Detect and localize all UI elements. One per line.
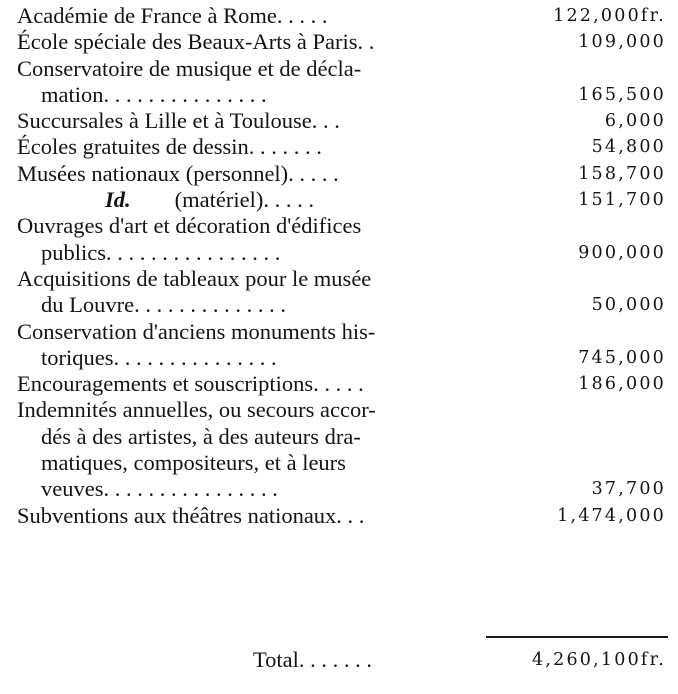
id-label: Id. — [105, 187, 131, 213]
total-label-cell — [17, 645, 473, 675]
table-row — [17, 3, 668, 29]
entry-description — [17, 371, 473, 397]
description-line: dés à des artistes, à des auteurs dra- — [41, 423, 361, 449]
description-line: École spéciale des Beaux-Arts à Paris. . — [17, 29, 375, 55]
entry-description — [17, 187, 473, 213]
table-row — [17, 108, 668, 134]
description-line: Encouragements et souscriptions. . . . . — [17, 371, 364, 397]
entry-amount: 900,000 — [578, 242, 666, 263]
entry-amount: 151,700 — [578, 190, 666, 211]
entry-amount: 50,000 — [591, 295, 666, 316]
total-row — [17, 645, 668, 675]
description-text: (matériel). . . . . — [174, 187, 314, 213]
sum-rule — [486, 636, 668, 638]
total-amount: 4,260,100fr. — [532, 650, 666, 670]
description-line: du Louvre. . . . . . . . . . . . . . — [41, 292, 286, 318]
description-line: toriques. . . . . . . . . . . . . . . — [41, 344, 277, 370]
entry-amount: 122,000fr. — [553, 6, 666, 26]
table-row — [17, 187, 668, 213]
description-line: matiques, compositeurs, et à leurs — [41, 450, 346, 476]
entry-amount: 158,700 — [578, 163, 666, 184]
description-line: Musées nationaux (personnel). . . . . — [17, 160, 339, 186]
entry-amount: 1,474,000 — [557, 505, 666, 526]
entry-description — [17, 213, 473, 266]
entry-description — [17, 319, 473, 372]
description-line: Ouvrages d'art et décoration d'édifices — [17, 213, 362, 239]
table-row — [17, 371, 668, 397]
entry-description — [17, 108, 473, 134]
description-line — [17, 187, 473, 213]
entry-description — [17, 29, 473, 55]
table-row — [17, 503, 668, 529]
description-line: Conservation d'anciens monuments his- — [17, 318, 376, 344]
entry-description — [17, 134, 473, 160]
description-line: Subventions aux théâtres nationaux. . . — [17, 502, 365, 528]
description-line: veuves. . . . . . . . . . . . . . . . — [41, 476, 278, 502]
table-row — [17, 29, 668, 55]
entry-description — [17, 56, 473, 109]
entry-description — [17, 161, 473, 187]
description-line: Acquisitions de tableaux pour le musée — [17, 265, 372, 291]
entry-description — [17, 397, 473, 502]
budget-table — [17, 3, 668, 529]
table-row — [17, 319, 668, 372]
entry-amount: 6,000 — [604, 111, 666, 132]
entry-amount: 109,000 — [578, 32, 666, 53]
entry-amount: 165,500 — [578, 84, 666, 105]
table-row — [17, 266, 668, 319]
entry-amount: 37,700 — [591, 479, 666, 500]
entry-description — [17, 266, 473, 319]
entry-amount: 745,000 — [578, 347, 666, 368]
total-label: Total. . . . . . . — [253, 647, 373, 672]
table-row — [17, 213, 668, 266]
description-line: publics. . . . . . . . . . . . . . . . — [41, 239, 281, 265]
description-line: Conservatoire de musique et de décla- — [17, 55, 362, 81]
table-row — [17, 56, 668, 109]
table-row — [17, 397, 668, 502]
table-row — [17, 161, 668, 187]
table-row — [17, 134, 668, 160]
entry-description — [17, 3, 473, 29]
entry-amount: 54,800 — [591, 137, 666, 158]
entry-description — [17, 503, 473, 529]
description-line: Succursales à Lille et à Toulouse. . . — [17, 108, 340, 134]
description-line: Écoles gratuites de dessin. . . . . . . — [17, 134, 322, 160]
description-line: Indemnités annuelles, ou secours accor- — [17, 397, 376, 423]
entry-amount: 186,000 — [578, 374, 666, 395]
description-line: mation. . . . . . . . . . . . . . . — [41, 81, 267, 107]
description-line: Académie de France à Rome. . . . . — [17, 3, 328, 28]
